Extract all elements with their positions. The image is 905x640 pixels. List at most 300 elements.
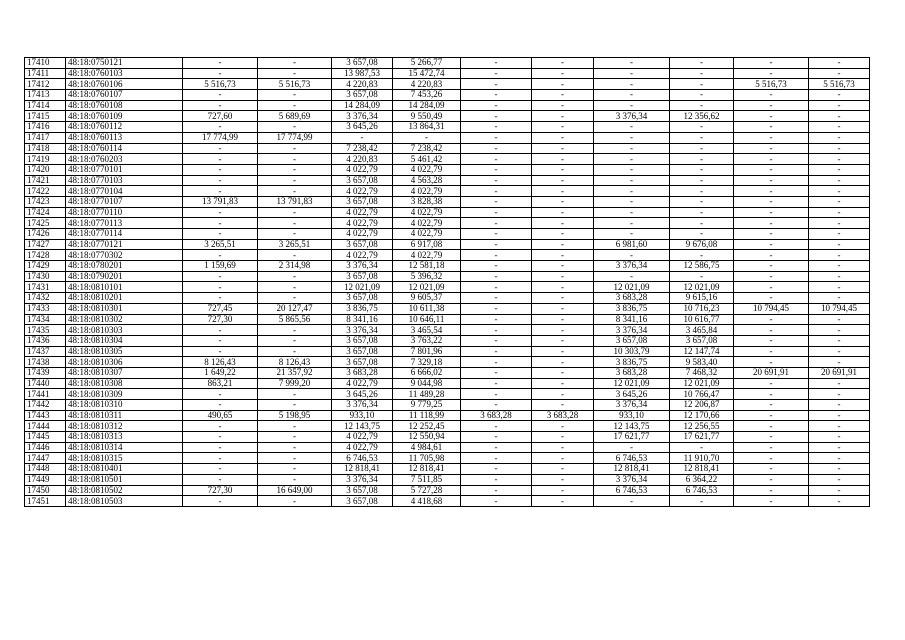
- value-cell-2: 13 791,83: [258, 196, 332, 207]
- value-cell-2: -: [258, 207, 332, 218]
- value-cell-10: -: [809, 196, 870, 207]
- value-cell-7: -: [594, 100, 670, 111]
- value-cell-3: 3 657,08: [332, 496, 393, 507]
- value-cell-9: -: [734, 400, 809, 411]
- value-cell-8: -: [670, 442, 734, 453]
- value-cell-9: -: [734, 271, 809, 282]
- value-cell-9: -: [734, 132, 809, 143]
- value-cell-5: 3 683,28: [461, 410, 532, 421]
- value-cell-5: -: [461, 154, 532, 165]
- value-cell-5: -: [461, 464, 532, 475]
- value-cell-9: -: [734, 442, 809, 453]
- value-cell-10: -: [809, 485, 870, 496]
- value-cell-1: -: [183, 421, 258, 432]
- value-cell-8: -: [670, 271, 734, 282]
- value-cell-6: -: [532, 68, 594, 79]
- value-cell-10: -: [809, 261, 870, 272]
- row-number-cell: 17449: [25, 474, 66, 485]
- value-cell-7: 17 621,77: [594, 432, 670, 443]
- value-cell-6: -: [532, 250, 594, 261]
- value-cell-5: -: [461, 111, 532, 122]
- value-cell-9: -: [734, 207, 809, 218]
- value-cell-4: 13 864,31: [393, 122, 461, 133]
- value-cell-8: 9 615,16: [670, 293, 734, 304]
- value-cell-10: -: [809, 175, 870, 186]
- row-number-cell: 17415: [25, 111, 66, 122]
- value-cell-2: -: [258, 474, 332, 485]
- value-cell-3: 3 657,08: [332, 196, 393, 207]
- value-cell-9: -: [734, 335, 809, 346]
- cadastral-number-cell: 48:18:0780201: [66, 261, 183, 272]
- cadastral-number-cell: 48:18:0810314: [66, 442, 183, 453]
- table-row: [25, 68, 870, 79]
- value-cell-5: -: [461, 282, 532, 293]
- value-cell-5: -: [461, 196, 532, 207]
- cadastral-number-cell: 48:18:0770121: [66, 239, 183, 250]
- value-cell-6: -: [532, 207, 594, 218]
- value-cell-6: -: [532, 400, 594, 411]
- value-cell-4: 4 418,68: [393, 496, 461, 507]
- value-cell-10: -: [809, 293, 870, 304]
- table-row: [25, 303, 870, 314]
- table-row: [25, 132, 870, 143]
- value-cell-6: -: [532, 442, 594, 453]
- value-cell-9: -: [734, 325, 809, 336]
- row-number-cell: 17424: [25, 207, 66, 218]
- value-cell-3: 4 220,83: [332, 154, 393, 165]
- value-cell-9: -: [734, 432, 809, 443]
- value-cell-3: 6 746,53: [332, 453, 393, 464]
- value-cell-2: -: [258, 154, 332, 165]
- value-cell-7: 3 683,28: [594, 367, 670, 378]
- value-cell-9: -: [734, 389, 809, 400]
- row-number-cell: 17436: [25, 335, 66, 346]
- value-cell-3: 4 022,79: [332, 378, 393, 389]
- value-cell-5: -: [461, 143, 532, 154]
- value-cell-4: 4 984,61: [393, 442, 461, 453]
- value-cell-6: -: [532, 282, 594, 293]
- value-cell-2: 16 649,00: [258, 485, 332, 496]
- cadastral-number-cell: 48:18:0770113: [66, 218, 183, 229]
- value-cell-4: -: [393, 132, 461, 143]
- value-cell-3: 3 657,08: [332, 357, 393, 368]
- value-cell-6: -: [532, 90, 594, 101]
- value-cell-3: 3 645,26: [332, 389, 393, 400]
- value-cell-2: -: [258, 442, 332, 453]
- value-cell-10: -: [809, 111, 870, 122]
- value-cell-7: 10 303,79: [594, 346, 670, 357]
- value-cell-6: -: [532, 303, 594, 314]
- value-cell-9: -: [734, 143, 809, 154]
- value-cell-2: -: [258, 229, 332, 240]
- value-cell-8: 7 468,32: [670, 367, 734, 378]
- value-cell-4: 7 329,18: [393, 357, 461, 368]
- row-number-cell: 17412: [25, 79, 66, 90]
- value-cell-8: 12 356,62: [670, 111, 734, 122]
- cadastral-number-cell: 48:18:0810307: [66, 367, 183, 378]
- row-number-cell: 17416: [25, 122, 66, 133]
- table-row: [25, 143, 870, 154]
- value-cell-8: -: [670, 68, 734, 79]
- value-cell-9: -: [734, 218, 809, 229]
- value-cell-4: 4 022,79: [393, 250, 461, 261]
- value-cell-3: 12 818,41: [332, 464, 393, 475]
- value-cell-8: -: [670, 186, 734, 197]
- value-cell-2: -: [258, 186, 332, 197]
- row-number-cell: 17443: [25, 410, 66, 421]
- value-cell-8: -: [670, 90, 734, 101]
- value-cell-10: -: [809, 410, 870, 421]
- cadastral-number-cell: 48:18:0760114: [66, 143, 183, 154]
- value-cell-1: -: [183, 389, 258, 400]
- value-cell-7: -: [594, 175, 670, 186]
- value-cell-2: -: [258, 164, 332, 175]
- value-cell-7: -: [594, 207, 670, 218]
- value-cell-9: -: [734, 111, 809, 122]
- value-cell-6: -: [532, 271, 594, 282]
- value-cell-9: -: [734, 196, 809, 207]
- value-cell-7: -: [594, 164, 670, 175]
- value-cell-2: -: [258, 453, 332, 464]
- value-cell-9: -: [734, 250, 809, 261]
- value-cell-4: 9 550,49: [393, 111, 461, 122]
- row-number-cell: 17421: [25, 175, 66, 186]
- cadastral-number-cell: 48:18:0770114: [66, 229, 183, 240]
- value-cell-2: -: [258, 250, 332, 261]
- value-cell-10: -: [809, 496, 870, 507]
- cadastral-number-cell: 48:18:0760109: [66, 111, 183, 122]
- value-cell-4: 4 022,79: [393, 164, 461, 175]
- value-cell-3: 3 657,08: [332, 335, 393, 346]
- value-cell-5: -: [461, 293, 532, 304]
- value-cell-4: 4 022,79: [393, 229, 461, 240]
- row-number-cell: 17451: [25, 496, 66, 507]
- value-cell-4: 4 022,79: [393, 186, 461, 197]
- value-cell-7: -: [594, 229, 670, 240]
- value-cell-10: -: [809, 421, 870, 432]
- value-cell-7: -: [594, 90, 670, 101]
- row-number-cell: 17411: [25, 68, 66, 79]
- value-cell-8: -: [670, 79, 734, 90]
- value-cell-8: -: [670, 229, 734, 240]
- value-cell-5: -: [461, 474, 532, 485]
- value-cell-7: -: [594, 196, 670, 207]
- value-cell-8: 12 147,74: [670, 346, 734, 357]
- value-cell-10: -: [809, 432, 870, 443]
- table-row: [25, 378, 870, 389]
- value-cell-1: -: [183, 346, 258, 357]
- value-cell-1: -: [183, 58, 258, 69]
- value-cell-3: 3 376,34: [332, 400, 393, 411]
- value-cell-7: -: [594, 122, 670, 133]
- table-row: [25, 196, 870, 207]
- value-cell-3: 3 376,34: [332, 325, 393, 336]
- value-cell-2: -: [258, 143, 332, 154]
- value-cell-3: -: [332, 132, 393, 143]
- row-number-cell: 17442: [25, 400, 66, 411]
- table-row: [25, 346, 870, 357]
- value-cell-3: 4 022,79: [332, 207, 393, 218]
- value-cell-9: -: [734, 239, 809, 250]
- table-row: [25, 474, 870, 485]
- value-cell-1: -: [183, 154, 258, 165]
- value-cell-9: -: [734, 186, 809, 197]
- cadastral-number-cell: 48:18:0770104: [66, 186, 183, 197]
- value-cell-5: -: [461, 239, 532, 250]
- value-cell-10: -: [809, 464, 870, 475]
- value-cell-8: -: [670, 100, 734, 111]
- value-cell-8: -: [670, 154, 734, 165]
- row-number-cell: 17413: [25, 90, 66, 101]
- value-cell-5: -: [461, 346, 532, 357]
- value-cell-9: -: [734, 346, 809, 357]
- value-cell-9: -: [734, 261, 809, 272]
- value-cell-6: -: [532, 464, 594, 475]
- row-number-cell: 17435: [25, 325, 66, 336]
- value-cell-2: -: [258, 335, 332, 346]
- value-cell-3: 4 022,79: [332, 250, 393, 261]
- value-cell-8: 10 616,77: [670, 314, 734, 325]
- value-cell-7: 3 376,34: [594, 474, 670, 485]
- value-cell-6: -: [532, 186, 594, 197]
- cadastral-number-cell: 48:18:0810101: [66, 282, 183, 293]
- value-cell-2: -: [258, 432, 332, 443]
- value-cell-8: 12 586,75: [670, 261, 734, 272]
- value-cell-10: -: [809, 90, 870, 101]
- row-number-cell: 17423: [25, 196, 66, 207]
- value-cell-2: -: [258, 218, 332, 229]
- table-row: [25, 282, 870, 293]
- value-cell-9: -: [734, 474, 809, 485]
- value-cell-5: -: [461, 378, 532, 389]
- value-cell-7: -: [594, 218, 670, 229]
- value-cell-4: 4 022,79: [393, 207, 461, 218]
- value-cell-8: -: [670, 207, 734, 218]
- table-row: [25, 367, 870, 378]
- value-cell-4: 7 801,96: [393, 346, 461, 357]
- value-cell-5: -: [461, 250, 532, 261]
- value-cell-4: 7 453,26: [393, 90, 461, 101]
- value-cell-6: -: [532, 218, 594, 229]
- value-cell-10: -: [809, 271, 870, 282]
- value-cell-9: -: [734, 122, 809, 133]
- row-number-cell: 17440: [25, 378, 66, 389]
- value-cell-6: -: [532, 229, 594, 240]
- value-cell-8: 11 910,70: [670, 453, 734, 464]
- cadastral-number-cell: 48:18:0760112: [66, 122, 183, 133]
- value-cell-1: -: [183, 335, 258, 346]
- value-cell-9: -: [734, 90, 809, 101]
- cadastral-number-cell: 48:18:0760108: [66, 100, 183, 111]
- value-cell-3: 933,10: [332, 410, 393, 421]
- value-cell-3: 3 376,34: [332, 474, 393, 485]
- value-cell-2: 17 774,99: [258, 132, 332, 143]
- value-cell-8: -: [670, 132, 734, 143]
- value-cell-5: -: [461, 421, 532, 432]
- value-cell-5: -: [461, 164, 532, 175]
- value-cell-5: -: [461, 432, 532, 443]
- value-cell-4: 5 461,42: [393, 154, 461, 165]
- value-cell-4: 4 563,28: [393, 175, 461, 186]
- value-cell-8: -: [670, 496, 734, 507]
- row-number-cell: 17438: [25, 357, 66, 368]
- cadastral-number-cell: 48:18:0810401: [66, 464, 183, 475]
- value-cell-1: -: [183, 164, 258, 175]
- value-cell-2: 2 314,98: [258, 261, 332, 272]
- value-cell-3: 4 022,79: [332, 164, 393, 175]
- table-row: [25, 90, 870, 101]
- value-cell-4: 11 118,99: [393, 410, 461, 421]
- table-body: [25, 58, 870, 507]
- row-number-cell: 17417: [25, 132, 66, 143]
- value-cell-3: 3 645,26: [332, 122, 393, 133]
- table-row: [25, 122, 870, 133]
- value-cell-7: 6 746,53: [594, 453, 670, 464]
- row-number-cell: 17410: [25, 58, 66, 69]
- value-cell-6: -: [532, 357, 594, 368]
- cadastral-number-cell: 48:18:0810305: [66, 346, 183, 357]
- row-number-cell: 17441: [25, 389, 66, 400]
- value-cell-6: -: [532, 325, 594, 336]
- value-cell-1: -: [183, 218, 258, 229]
- value-cell-1: -: [183, 325, 258, 336]
- table-row: [25, 421, 870, 432]
- cadastral-number-cell: 48:18:0810502: [66, 485, 183, 496]
- cadastral-number-cell: 48:18:0760113: [66, 132, 183, 143]
- row-number-cell: 17450: [25, 485, 66, 496]
- value-cell-3: 3 376,34: [332, 261, 393, 272]
- value-cell-7: 3 645,26: [594, 389, 670, 400]
- table-row: [25, 261, 870, 272]
- row-number-cell: 17432: [25, 293, 66, 304]
- value-cell-1: 727,30: [183, 314, 258, 325]
- value-cell-7: 12 818,41: [594, 464, 670, 475]
- cadastral-number-cell: 48:18:0760203: [66, 154, 183, 165]
- row-number-cell: 17431: [25, 282, 66, 293]
- value-cell-1: 13 791,83: [183, 196, 258, 207]
- value-cell-2: 8 126,43: [258, 357, 332, 368]
- value-cell-10: 5 516,73: [809, 79, 870, 90]
- value-cell-10: -: [809, 357, 870, 368]
- value-cell-9: -: [734, 410, 809, 421]
- row-number-cell: 17446: [25, 442, 66, 453]
- value-cell-2: -: [258, 293, 332, 304]
- value-cell-1: -: [183, 175, 258, 186]
- row-number-cell: 17428: [25, 250, 66, 261]
- value-cell-10: -: [809, 186, 870, 197]
- row-number-cell: 17448: [25, 464, 66, 475]
- row-number-cell: 17426: [25, 229, 66, 240]
- cadastral-number-cell: 48:18:0760103: [66, 68, 183, 79]
- value-cell-4: 12 021,09: [393, 282, 461, 293]
- value-cell-4: 12 252,45: [393, 421, 461, 432]
- cadastral-number-cell: 48:18:0760106: [66, 79, 183, 90]
- value-cell-10: 10 794,45: [809, 303, 870, 314]
- value-cell-1: -: [183, 474, 258, 485]
- cadastral-number-cell: 48:18:0810310: [66, 400, 183, 411]
- value-cell-8: 12 818,41: [670, 464, 734, 475]
- value-cell-7: 6 981,60: [594, 239, 670, 250]
- value-cell-10: -: [809, 100, 870, 111]
- value-cell-10: -: [809, 346, 870, 357]
- value-cell-6: -: [532, 196, 594, 207]
- cadastral-number-cell: 48:18:0810303: [66, 325, 183, 336]
- value-cell-10: -: [809, 164, 870, 175]
- value-cell-1: -: [183, 400, 258, 411]
- value-cell-7: -: [594, 58, 670, 69]
- value-cell-7: -: [594, 271, 670, 282]
- value-cell-2: -: [258, 90, 332, 101]
- value-cell-7: 3 376,34: [594, 325, 670, 336]
- table-row: [25, 79, 870, 90]
- value-cell-6: -: [532, 122, 594, 133]
- row-number-cell: 17445: [25, 432, 66, 443]
- value-cell-5: -: [461, 314, 532, 325]
- value-cell-2: 3 265,51: [258, 239, 332, 250]
- value-cell-8: 17 621,77: [670, 432, 734, 443]
- value-cell-4: 6 666,02: [393, 367, 461, 378]
- value-cell-7: -: [594, 68, 670, 79]
- row-number-cell: 17447: [25, 453, 66, 464]
- value-cell-3: 4 022,79: [332, 442, 393, 453]
- value-cell-9: -: [734, 164, 809, 175]
- value-cell-1: -: [183, 229, 258, 240]
- value-cell-9: -: [734, 100, 809, 111]
- value-cell-6: -: [532, 79, 594, 90]
- value-cell-3: 7 238,42: [332, 143, 393, 154]
- value-cell-7: 3 657,08: [594, 335, 670, 346]
- table-row: [25, 111, 870, 122]
- value-cell-8: -: [670, 196, 734, 207]
- value-cell-6: -: [532, 421, 594, 432]
- cadastral-number-cell: 48:18:0760107: [66, 90, 183, 101]
- value-cell-9: -: [734, 314, 809, 325]
- value-cell-1: 17 774,99: [183, 132, 258, 143]
- cadastral-number-cell: 48:18:0810308: [66, 378, 183, 389]
- value-cell-10: -: [809, 229, 870, 240]
- value-cell-4: 3 828,38: [393, 196, 461, 207]
- cadastral-number-cell: 48:18:0810201: [66, 293, 183, 304]
- value-cell-4: 3 763,22: [393, 335, 461, 346]
- value-cell-7: -: [594, 143, 670, 154]
- table-row: [25, 154, 870, 165]
- value-cell-6: -: [532, 389, 594, 400]
- value-cell-1: -: [183, 293, 258, 304]
- value-cell-5: -: [461, 100, 532, 111]
- value-cell-3: 4 022,79: [332, 229, 393, 240]
- value-cell-10: -: [809, 68, 870, 79]
- cadastral-number-cell: 48:18:0810311: [66, 410, 183, 421]
- value-cell-10: -: [809, 453, 870, 464]
- value-cell-8: 3 657,08: [670, 335, 734, 346]
- value-cell-3: 3 657,08: [332, 293, 393, 304]
- value-cell-1: -: [183, 186, 258, 197]
- value-cell-3: 3 657,08: [332, 346, 393, 357]
- value-cell-5: -: [461, 175, 532, 186]
- value-cell-9: 5 516,73: [734, 79, 809, 90]
- value-cell-1: 863,21: [183, 378, 258, 389]
- value-cell-8: 12 170,66: [670, 410, 734, 421]
- value-cell-3: 4 022,79: [332, 432, 393, 443]
- cadastral-number-cell: 48:18:0810501: [66, 474, 183, 485]
- value-cell-3: 3 376,34: [332, 111, 393, 122]
- value-cell-10: 20 691,91: [809, 367, 870, 378]
- value-cell-5: -: [461, 207, 532, 218]
- value-cell-4: 6 917,08: [393, 239, 461, 250]
- value-cell-2: 5 516,73: [258, 79, 332, 90]
- value-cell-3: 12 021,09: [332, 282, 393, 293]
- value-cell-4: 5 396,32: [393, 271, 461, 282]
